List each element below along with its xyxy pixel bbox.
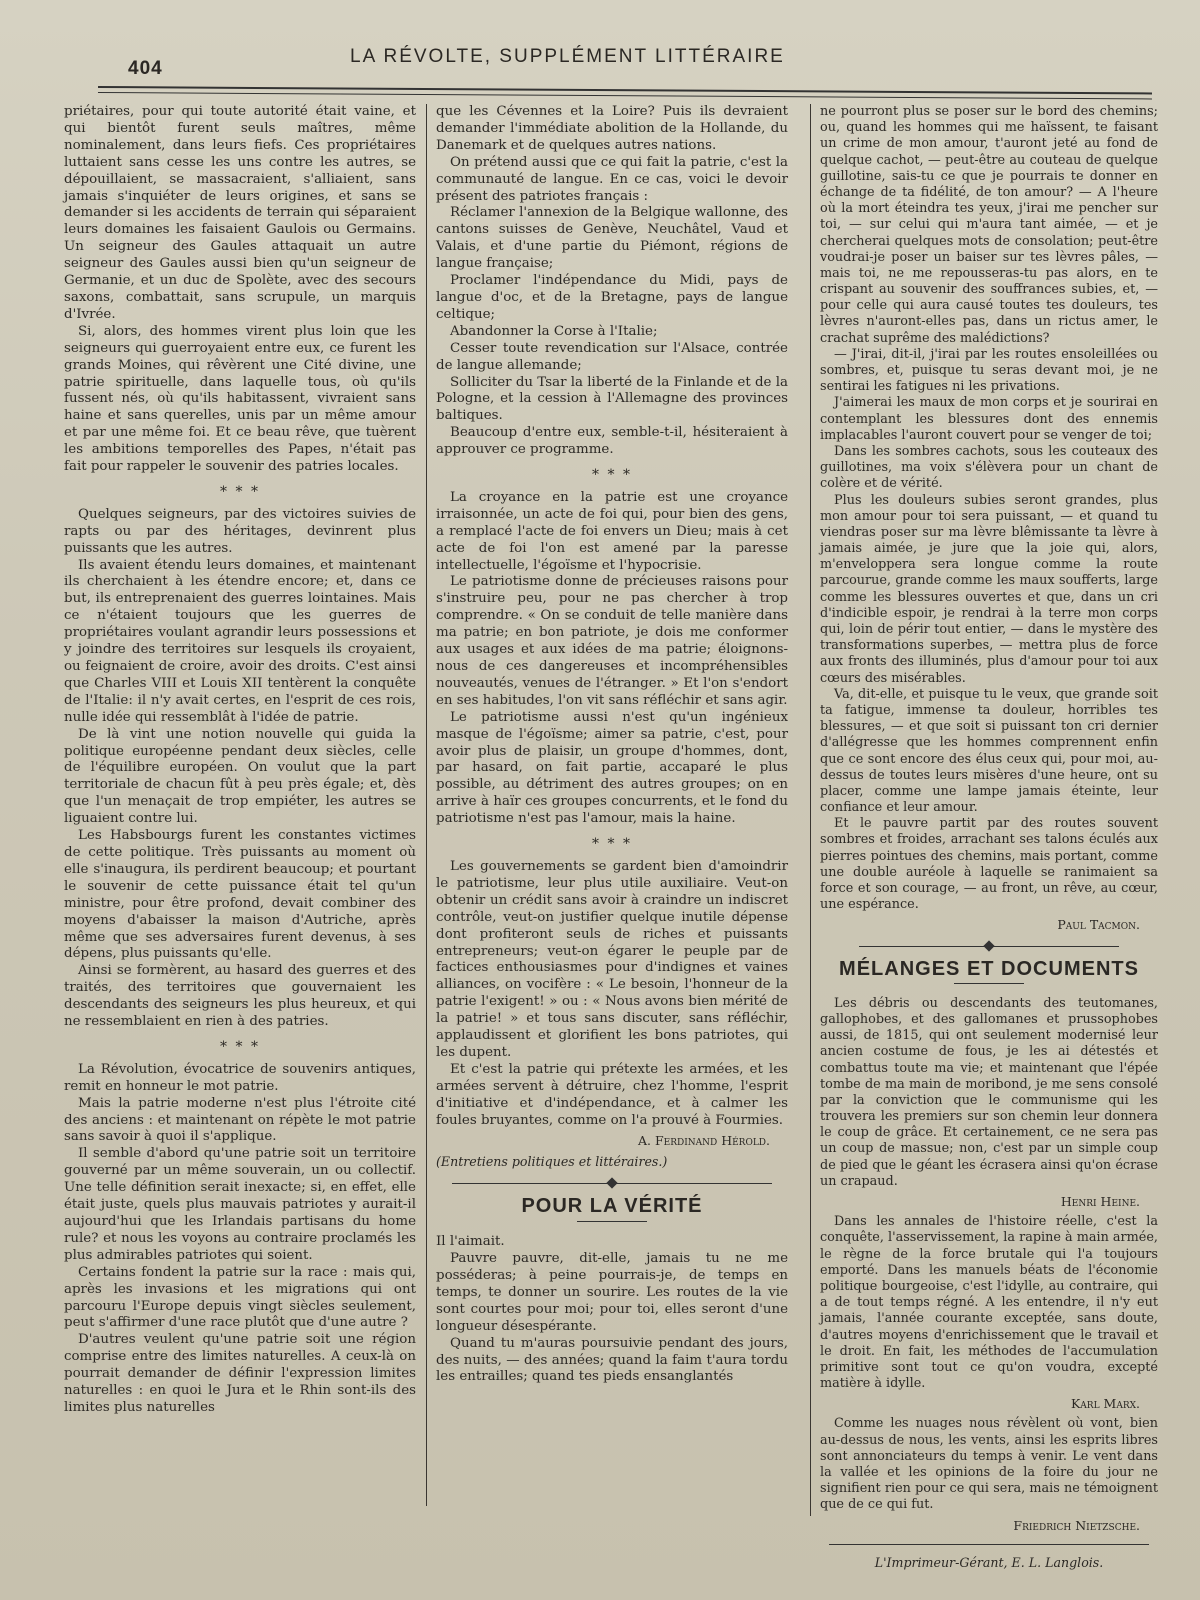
paragraph: La Révolution, évocatrice de souvenirs antiques, remit en honneur le mot patrie.	[64, 1061, 416, 1094]
paragraph: Et le pauvre partit par des routes souvent sombres et froides, arrachant ses talons éculés aux pierres pointues des chemins, mais portant, comme une double auréole à laquelle se ranimaient sa force et son courage, — au front, un rêve, au cœur, une espérance.	[820, 816, 1158, 913]
title-underline	[954, 983, 1024, 984]
paragraph: Dans les annales de l'histoire réelle, c'est la conquête, l'asservissement, la rapine à main armée, le règne de la force brutale qui l'a toujours emporté. Dans les manuels béats de l'économie politique bourgeoise, c'est l'idylle, au contraire, qui a de tout temps régné. A les entendre, il n'y eut jamais, l'année courante exceptée, sans doute, d'autres moyens d'enrichissement que le travail et le droit. En fait, les méthodes de l'accumulation primitive sont tout ce qu'on voudra, excepté matière à idylle.	[820, 1214, 1158, 1392]
author-signature: A. Ferdinand Hérold.	[638, 1133, 770, 1149]
paragraph: Réclamer l'annexion de la Belgique wallonne, des cantons suisses de Genève, Neuchâtel, Vaud et Valais, et d'une partie du Piémont, régions de langue française;	[436, 205, 788, 272]
paragraph: Quand tu m'auras poursuivie pendant des jours, des nuits, — des années; quand la faim t'aura tordu les entrailles; quand tes pieds ensanglantés	[436, 1335, 788, 1385]
column-divider	[810, 104, 811, 1516]
paragraph: Proclamer l'indépendance du Midi, pays de langue d'oc, et de la Bretagne, pays de langue celtique;	[436, 273, 788, 322]
paragraph: Il l'aimait.	[436, 1234, 505, 1250]
section-title: MÉLANGES ET DOCUMENTS	[839, 957, 1139, 980]
paragraph: Certains fondent la patrie sur la race : mais qui, après les invasions et les migrations qui ont parcouru l'Europe depuis vingt siècles seulement, peut s'affirmer d'une race plutôt que d'une autre ?	[64, 1264, 416, 1331]
footer-rule	[829, 1544, 1149, 1545]
paragraph: J'aimerai les maux de mon corps et je sourirai en contemplant les blessures dont des ennemis implacables l'auront couvert pour se venger de toi;	[820, 395, 1158, 443]
ornamental-rule	[859, 946, 1119, 947]
paragraph: Quelques seigneurs, par des victoires suivies de rapts ou par des héritages, devinrent plus puissants que les autres.	[64, 506, 416, 556]
paragraph: Solliciter du Tsar la liberté de la Finlande et de la Pologne, et la cession à l'Allemagne des provinces baltiques.	[436, 374, 788, 424]
section-separator-stars: * * *	[220, 1038, 260, 1055]
column-3	[820, 104, 1158, 1571]
paragraph: priétaires, pour qui toute autorité était vaine, et qui bientôt furent seuls maîtres, même nominalement, dans leurs fiefs. Ces propriétaires luttaient sans cesse les uns contre les autres, se dépouillaient, se massacraient, s'alliaient, sans jamais s'inquiéter de leurs origines, et sans se demander si les accidents de terrain qui séparaient leurs domaines les faisaient Gaulois ou Germains. Un seigneur des Gaules attaquait un autre seigneur des Gaules aussi bien qu'un seigneur de Germanie, et un duc de Spolète, avec des secours saxons, combattait, sans scrupule, un marquis d'Ivrée.	[64, 104, 416, 322]
paragraph: Abandonner la Corse à l'Italie;	[450, 323, 658, 339]
paragraph: Les Habsbourgs furent les constantes victimes de cette politique. Très puissants au moment où elle s'inaugura, ils perdirent beaucoup; et pourtant le souvenir de cette puissance était tel qu'un ministre, pour être profond, devait combiner des moyens d'abaisser la maison d'Autriche, après même que ses adversaires furent devenus, à ses dépens, plus puissants qu'elle.	[64, 828, 416, 962]
author-signature: Karl Marx.	[1070, 1396, 1140, 1412]
author-signature: Friedrich Nietzsche.	[1013, 1517, 1140, 1533]
paragraph: La croyance en la patrie est une croyance irraisonnée, un acte de foi qui, pour bien des gens, a remplacé l'acte de foi envers un Dieu; mais à cet acte de foi l'on est amené par la paresse intellectuelle, l'égoïsme et l'hypocrisie.	[436, 489, 788, 573]
paragraph: — J'irai, dit-il, j'irai par les routes ensoleillées ou sombres, et, puisque tu seras devant moi, je ne sentirai les fatigues ni les privations.	[820, 346, 1158, 395]
paragraph: De là vint une notion nouvelle qui guida la politique européenne pendant deux siècles, celle de l'équilibre européen. On voulut que la part territoriale de chacun fût à peu près égale; et, dès que l'un menaçait de trop empiéter, les autres se liguaient contre lui.	[64, 726, 416, 827]
paragraph: Et c'est la patrie qui prétexte les armées, et les armées servent à détruire, chez l'homme, l'esprit d'initiative et d'indépendance, et à calmer les foules bruyantes, comme on l'a prouvé à Fourmies.	[436, 1061, 788, 1128]
source-citation: (Entretiens politiques et littéraires.)	[436, 1154, 668, 1170]
column-divider	[426, 104, 427, 1506]
header-rule	[98, 86, 1152, 99]
paragraph: Pauvre pauvre, dit-elle, jamais tu ne me posséderas; à peine pourrais-je, de temps en temps, te donner un sourire. Les routes de la vie sont courtes pour moi; pour toi, elles seront d'une longueur désespérante.	[436, 1251, 788, 1334]
ornamental-rule	[452, 1183, 772, 1184]
page-title: LA RÉVOLTE, SUPPLÉMENT LITTÉRAIRE	[350, 46, 785, 67]
paragraph: ne pourront plus se poser sur le bord des chemins; ou, quand les hommes qui me haïssent, te faisant un crime de mon amour, t'auront jeté au fond de quelque cachot, — peut-être au couteau de quelque guillotine, sais-tu ce que je pourrais te donner en échange de ta fidélité, de ton amour? — A l'heure où la mort éteindra tes yeux, j'irai me pencher sur toi, — sur celui qui m'aura tant aimée, — et je chercherai quelques mots de consolation; peut-être voudrai-je poser un baiser sur tes lèvres pâles, — mais toi, ne me repousseras-tu pas alors, en te crispant au souvenir des souffrances subies, et, — pour celle qui aura causé toutes tes douleurs, tes lèvres n'auront-elles pas, dans un rictus amer, le crachat suprême des malédictions?	[820, 104, 1158, 346]
paragraph: Plus les douleurs subies seront grandes, plus mon amour pour toi sera puissant, — et quand tu viendras poser sur ma lèvre blêmissante ta lèvre à jamais aimée, je jure que la joie qui, alors, m'enveloppera sera longue comme la route parcourue, grande comme les maux soufferts, large comme les blessures ouvertes et que, dans un cri d'indicible espoir, je rendrai à la terre mon corps qui, loin de périr tout entier, — dans le mystère des transformations superbes, — mettra plus de force aux fronts des illuminés, plus d'amour pour toi aux cœurs des misérables.	[820, 492, 1158, 686]
column-1	[64, 104, 416, 1417]
paragraph: Cesser toute revendication sur l'Alsace, contrée de langue allemande;	[436, 340, 788, 373]
paragraph: Comme les nuages nous révèlent où vont, bien au-dessus de nous, les vents, ainsi les esprits libres sont annonciateurs du temps à venir. Le vent dans la vallée et les opinions de la foire du jour ne signifient rien pour ce qui sera, mais ne témoignent que de ce qui fut.	[820, 1416, 1158, 1513]
diamond-ornament-icon	[606, 1178, 617, 1189]
paragraph: Dans les sombres cachots, sous les couteaux des guillotines, ma voix s'élèvera pour un chant de colère et de vérité.	[820, 443, 1158, 492]
author-signature: Henri Heine.	[1060, 1194, 1140, 1209]
paragraph: Ainsi se formèrent, au hasard des guerres et des traités, des territoires que gouvernaient les descendants des seigneurs les plus heureux, et qui ne ressemblaient en rien à des patries.	[64, 963, 416, 1030]
section-separator-stars: * * *	[592, 467, 632, 484]
paragraph: Ils avaient étendu leurs domaines, et maintenant ils cherchaient à les étendre encore; et, dans ce but, ils entreprenaient des guerres lointaines. Mais ce n'étaient toujours que les guerres de propriétaires voulant agrandir leurs possessions et y joindre des territoires sur lesquels ils croyaient, ou feignaient de croire, avoir des droits. C'est ainsi que Charles VIII et Louis XII tentèrent la conquête de l'Italie: il n'y avait certes, en l'esprit de ces rois, nulle idée qui ressemblât à l'idée de patrie.	[64, 557, 416, 725]
section-separator-stars: * * *	[220, 483, 260, 500]
paragraph: Si, alors, des hommes virent plus loin que les seigneurs qui guerroyaient entre eux, ce furent les grands Moines, qui rêvèrent une Cité divine, une patrie spirituelle, dans laquelle tous, où qu'ils fussent nés, où qu'ils habitassent, vivraient sans haine et sans querelles, unis par un même amour et par une même foi. Et ce beau rêve, que tuèrent les ambitions temporelles des Papes, n'était pas fait pour rappeler le souvenir des patries locales.	[64, 323, 416, 475]
title-underline	[577, 1221, 647, 1222]
paragraph: Beaucoup d'entre eux, semble-t-il, hésiteraient à approuver ce programme.	[436, 425, 788, 458]
paragraph: Le patriotisme donne de précieuses raisons pour s'instruire peu, pour ne pas chercher à trop comprendre. « On se conduit de telle manière dans ma patrie; en bon patriote, je dois me conformer aux usages et aux idées de ma patrie; éloignons-nous de ces dangereuses et incompréhensibles nouveautés, venues de l'étranger. » Et l'on s'endort en ses habitudes, l'on vit sans réfléchir et sans agir.	[436, 574, 788, 708]
paragraph: Mais la patrie moderne n'est plus l'étroite cité des anciens : et maintenant on répète le mot patrie sans savoir à quoi il s'applique.	[64, 1095, 416, 1145]
section-separator-stars: * * *	[592, 836, 632, 853]
paragraph: Les débris ou descendants des teutomanes, gallophobes, et des gallomanes et prussophobes aussi, de 1815, qui ont seulement modernisé leur ancien costume de fous, je les ai détestés et combattus toute ma vie; et maintenant que l'épée tombe de ma main de moribond, je me sens consolé par la conviction que le communisme qui les trouvera les premiers sur son chemin leur donnera le coup de grâce. Et certainement, ce ne sera pas un coup de massue; non, c'est par un simple coup de pied que le géant les écrasera ainsi qu'on écrase un crapaud.	[820, 995, 1158, 1189]
paragraph: D'autres veulent qu'une patrie soit une région comprise entre des limites naturelles. A ceux-là on pourrait demander de définir l'expression limites naturelles : en quoi le Jura et le Rhin sont-ils des limites plus naturelles	[64, 1332, 416, 1415]
paragraph: Le patriotisme aussi n'est qu'un ingénieux masque de l'égoïsme; aimer sa patrie, c'est, pour avoir plus de plaisir, un groupe d'hommes, dont, par hasard, on fait partie, accaparé le plus possible, au détriment des autres groupes; on en arrive à haïr ces groupes concurrents, et le fond du patriotisme n'est pas l'amour, mais la haine.	[436, 709, 788, 827]
paragraph: Les gouvernements se gardent bien d'amoindrir le patriotisme, leur plus utile auxiliaire. Veut-on obtenir un crédit sans avoir à craindre un indiscret contrôle, veut-on justifier quelque inutile dépense dont profiteront seuls de riches et puissants entrepreneurs; veut-on égarer le peuple par de factices enthousiasmes pour d'indignes et vaines alliances, on vocifère : « Le besoin, l'honneur de la patrie l'exigent! » ou : « Nous avons bien mérité de la patrie! » et tous sans discuter, sans réfléchir, applaudissent et glorifient les bons patriotes, qui les dupent.	[436, 858, 788, 1060]
diamond-ornament-icon	[983, 940, 994, 951]
column-2	[436, 104, 788, 1386]
paragraph: Il semble d'abord qu'une patrie soit un territoire gouverné par un même souverain, un ou collectif. Une telle définition serait inexacte; si, en effet, elle était juste, quels plus mauvais patriotes y aurait-il aujourd'hui que les Irlandais partisans du home rule? et nous les voyons au contraire proclamés les plus admirables patriotes qui soient.	[64, 1146, 416, 1263]
page-number: 404	[128, 58, 163, 79]
paragraph: que les Cévennes et la Loire? Puis ils devraient demander l'immédiate abolition de la Hollande, du Danemark et de quelques autres nations.	[436, 104, 788, 153]
imprint-line: L'Imprimeur-Gérant, E. L. Langlois.	[874, 1554, 1104, 1570]
author-signature: Paul Tacmon.	[1057, 917, 1140, 933]
paragraph: On prétend aussi que ce qui fait la patrie, c'est la communauté de langue. En ce cas, voici le devoir présent des patriotes français :	[436, 154, 788, 204]
section-title: POUR LA VÉRITÉ	[521, 1195, 703, 1218]
paragraph: Va, dit-elle, et puisque tu le veux, que grande soit ta fatigue, immense ta douleur, horribles tes blessures, — et que soit si puissant ton cri dernier d'allégresse que les hommes comprennent enfin que ce sont encore des élus ceux qui, pour moi, au-dessus de toutes leurs misères d'une heure, ont su placer, comme une lampe jamais éteinte, leur confiance et leur amour.	[820, 686, 1158, 816]
